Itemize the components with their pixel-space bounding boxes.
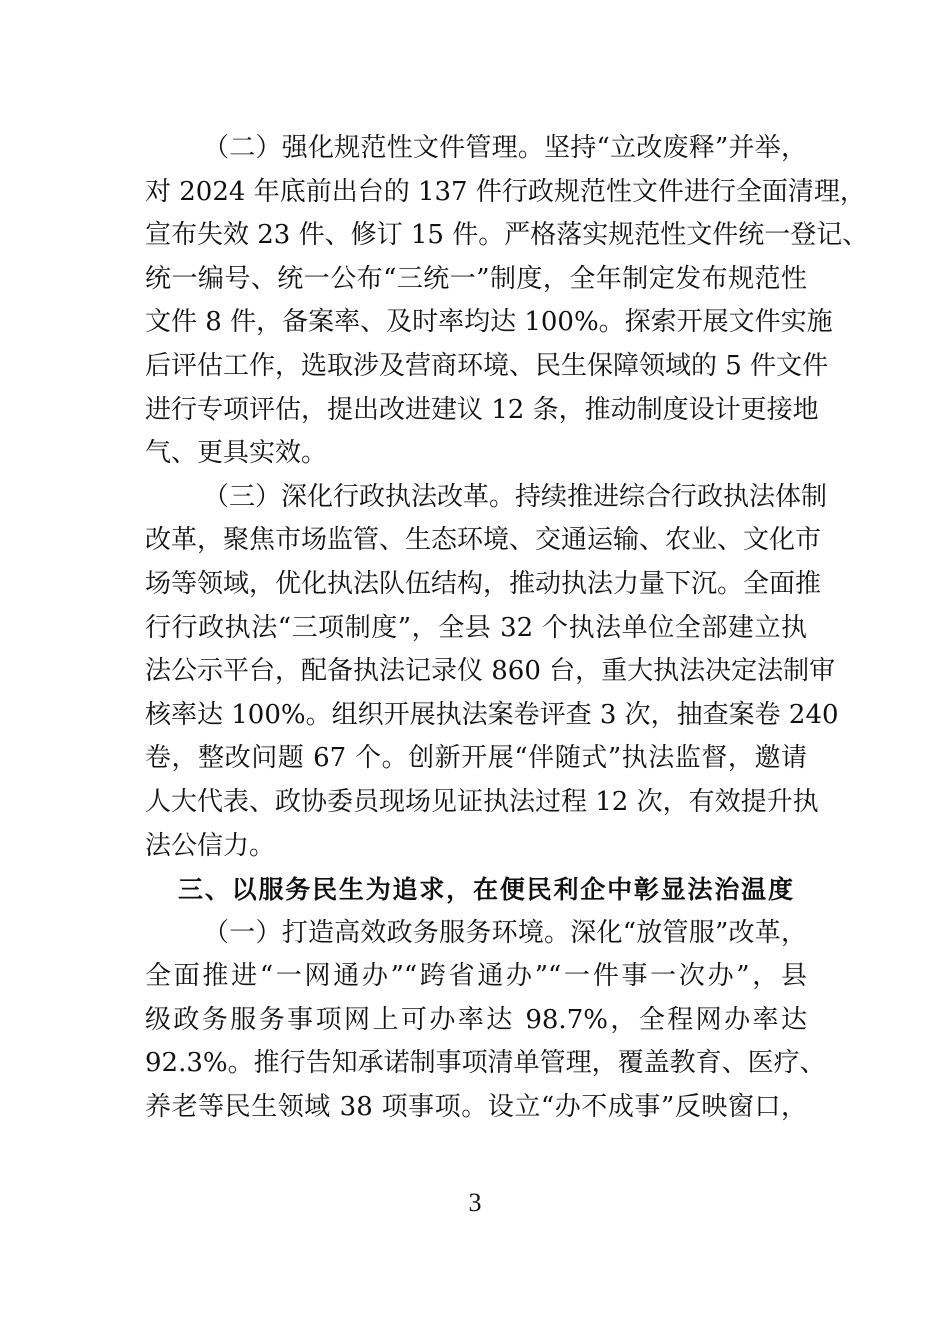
- text-line: 统一编号、统一公布“三统一”制度，全年制定发布规范性: [145, 263, 807, 294]
- document-body: [145, 127, 869, 1130]
- text-line: 核率达 100%。组织开展执法案卷评查 3 次，抽查案卷 240: [145, 699, 839, 730]
- section-heading: 三、以服务民生为追求，在便民利企中彰显法治温度: [178, 875, 793, 905]
- text-line: 法公信力。: [145, 830, 276, 861]
- text-line: 行行政执法“三项制度”，全县 32 个执法单位全部建立执: [145, 612, 807, 643]
- text-line: 法公示平台，配备执法记录仪 860 台，重大执法决定法制审: [145, 656, 836, 687]
- text-line: 级政务服务事项网上可办率达 98.7%，全程网办率达: [145, 1004, 807, 1035]
- text-line: 卷，整改问题 67 个。创新开展“伴随式”执法监督，邀请: [145, 743, 807, 774]
- text-line: 宣布失效 23 件、修订 15 件。严格落实规范性文件统一登记、: [145, 220, 869, 251]
- text-line: 场等领域，优化执法队伍结构，推动执法力量下沉。全面推: [145, 568, 822, 599]
- text-line: 进行专项评估，提出改进建议 12 条，推动制度设计更接地: [145, 394, 819, 425]
- text-line: 文件 8 件，备案率、及时率均达 100%。探索开展文件实施: [145, 307, 833, 338]
- text-line: （一）打造高效政务服务环境。深化“放管服”改革，: [203, 917, 807, 948]
- text-line: 对 2024 年底前出台的 137 件行政规范性文件进行全面清理，: [145, 176, 866, 207]
- page-number: 3: [468, 1188, 482, 1217]
- text-line: 全面推进“一网通办”“跨省通办”“一件事一次办”，县: [145, 961, 807, 992]
- text-line: （三）深化行政执法改革。持续推进综合行政执法体制: [203, 481, 828, 512]
- text-line: 改革，聚焦市场监管、生态环境、交通运输、农业、文化市: [145, 525, 822, 556]
- text-line: 人大代表、政协委员现场见证执法过程 12 次，有效提升执: [145, 786, 819, 817]
- text-line: 后评估工作，选取涉及营商环境、民生保障领域的 5 件文件: [145, 350, 829, 381]
- text-line: 气、更具实效。: [145, 438, 328, 469]
- text-line: （二）强化规范性文件管理。坚持“立改废释”并举，: [203, 133, 807, 163]
- text-line: 养老等民生领域 38 项事项。设立“办不成事”反映窗口，: [145, 1092, 807, 1123]
- text-line: 92.3%。推行告知承诺制事项清单管理，覆盖教育、医疗、: [145, 1048, 826, 1079]
